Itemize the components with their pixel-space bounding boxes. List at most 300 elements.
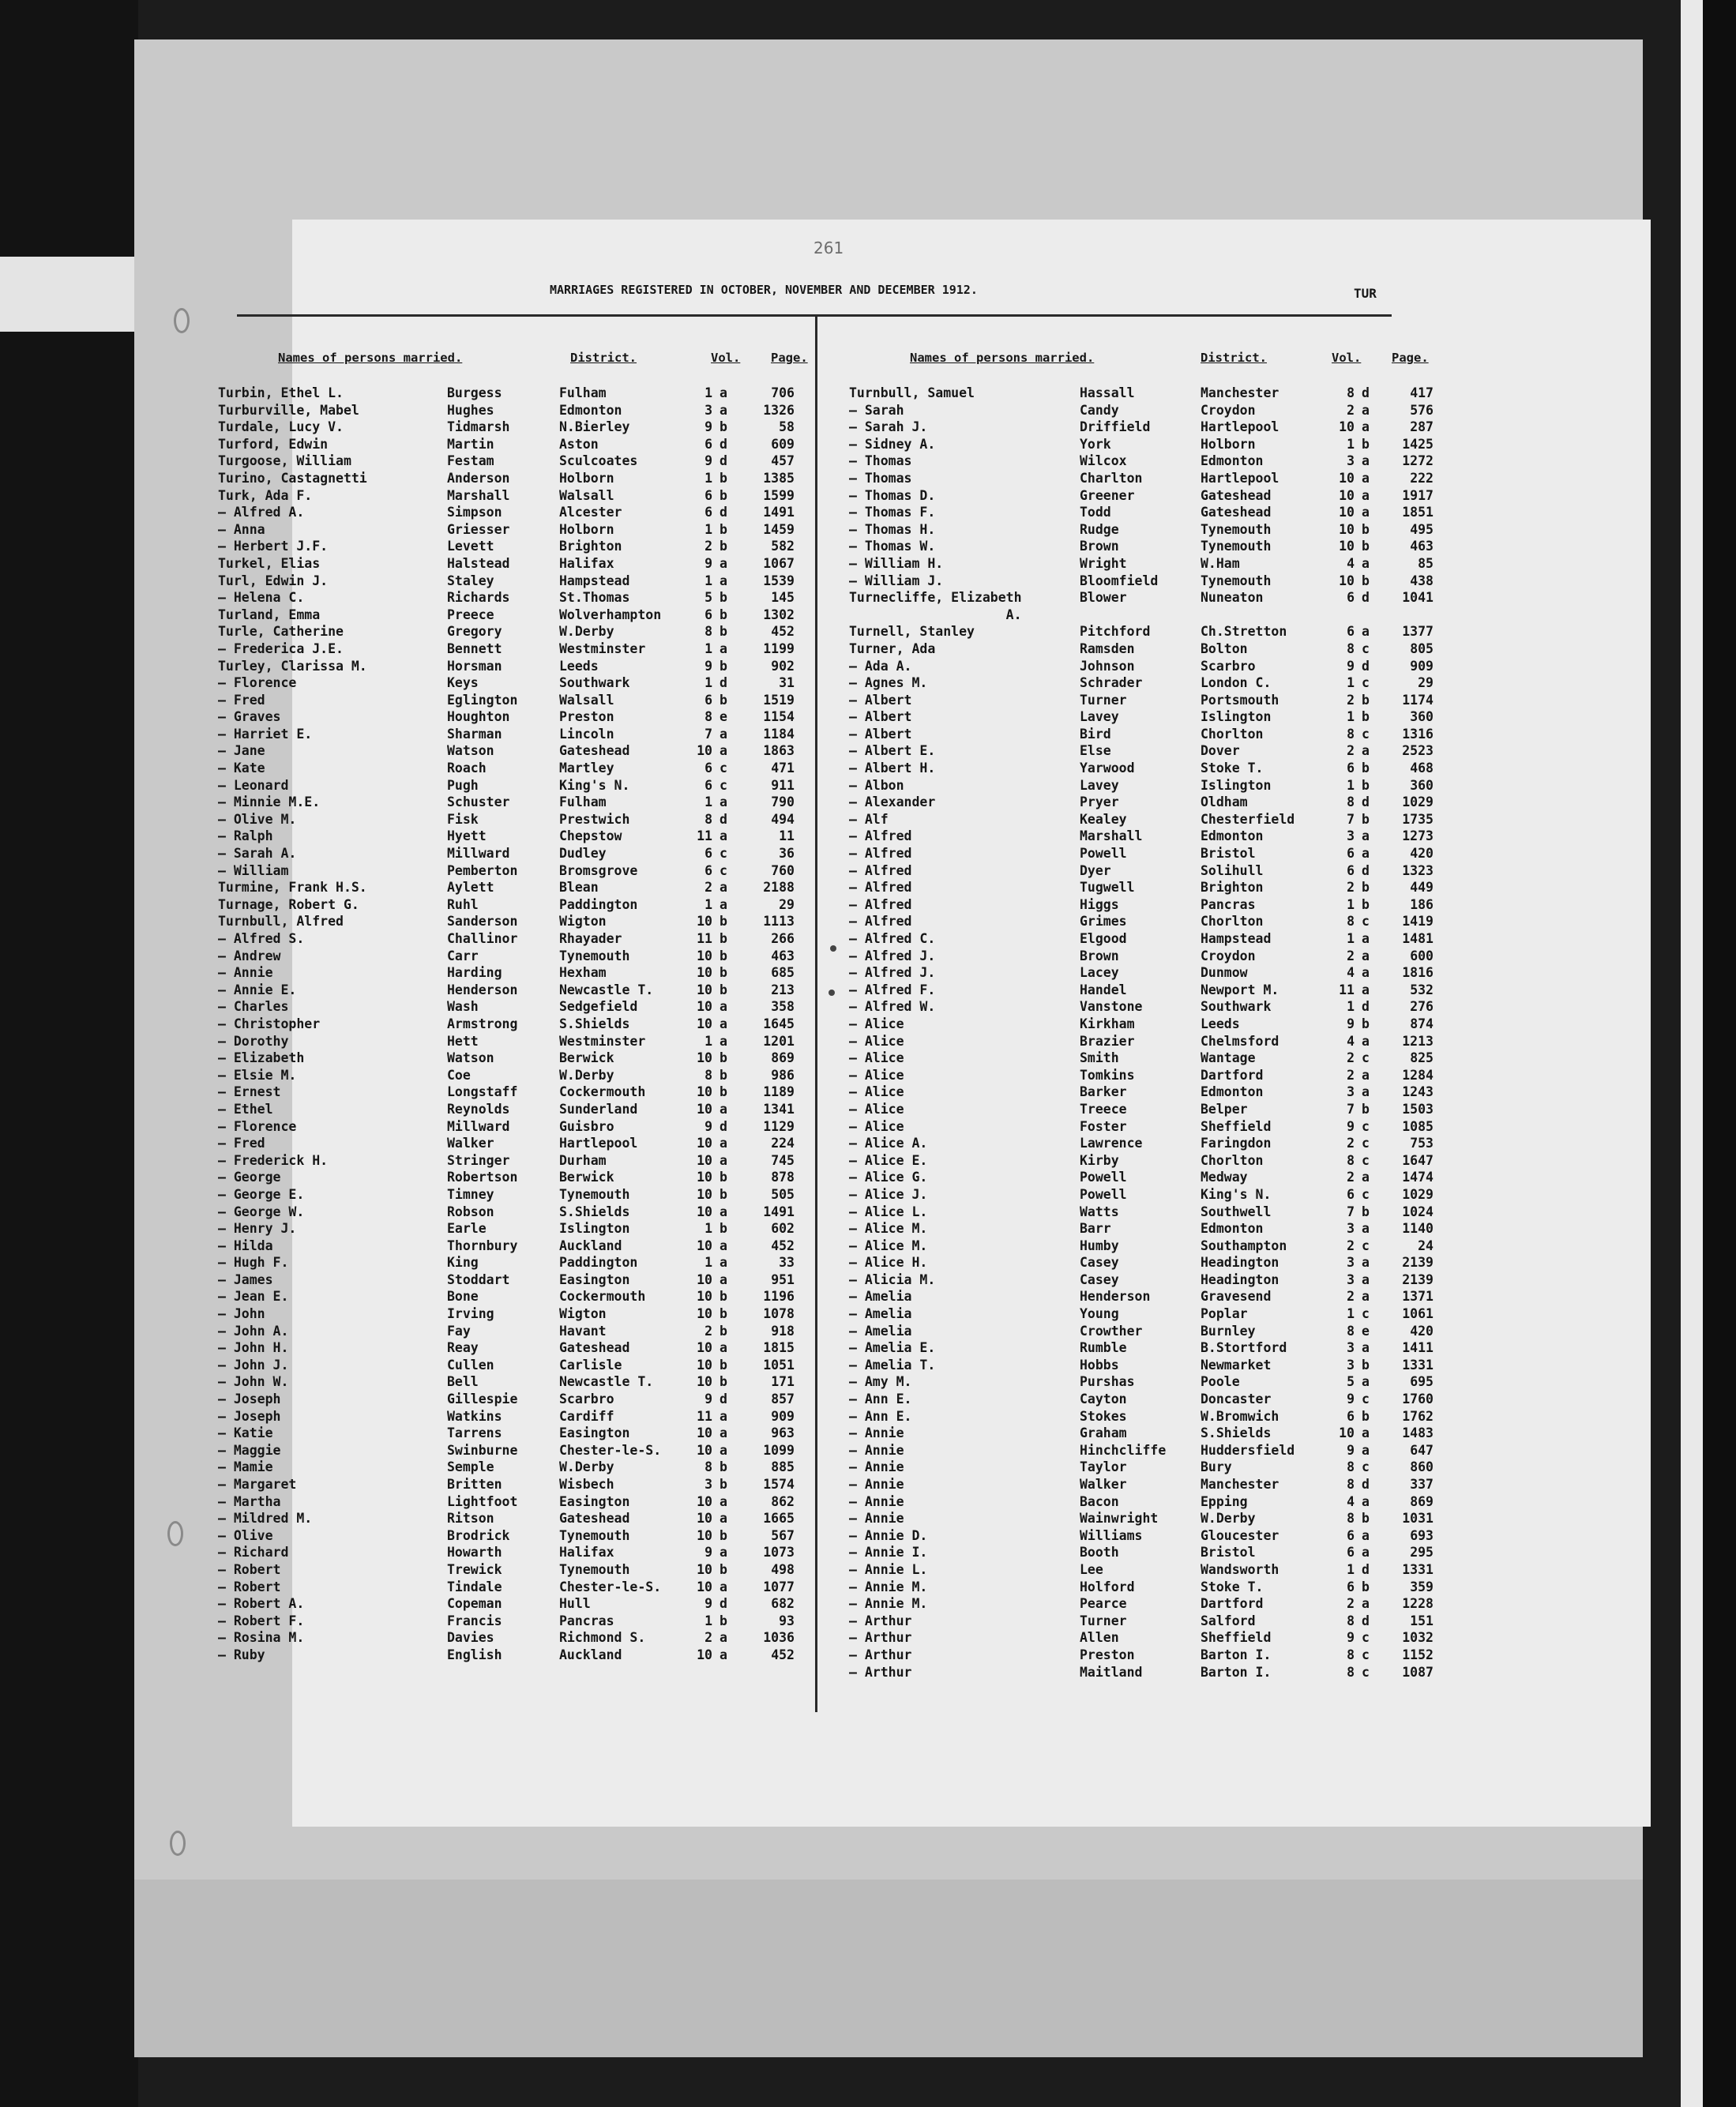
register-entry bbox=[218, 453, 818, 470]
entry-name: — George E. bbox=[218, 1186, 305, 1202]
entry-volume-number: 6 bbox=[705, 436, 712, 452]
entry-volume-number: 6 bbox=[705, 761, 712, 776]
entry-page: 11 bbox=[779, 828, 795, 844]
entry-volume-section: a bbox=[720, 1408, 727, 1424]
register-entry bbox=[218, 521, 818, 539]
register-entry bbox=[218, 1152, 818, 1170]
entry-spouse-surname: Ruhl bbox=[447, 896, 479, 912]
entry-volume-number: 3 bbox=[1347, 453, 1355, 469]
entry-district: Islington bbox=[1201, 709, 1272, 725]
entry-volume-number: 4 bbox=[1347, 1033, 1355, 1049]
entry-volume-section: b bbox=[720, 419, 727, 435]
register-entry bbox=[218, 589, 818, 607]
entry-volume-section: a bbox=[720, 828, 727, 844]
entry-volume-section: b bbox=[1362, 1408, 1370, 1424]
entry-volume-number: 3 bbox=[1347, 1271, 1355, 1287]
entry-volume-number: 2 bbox=[1347, 402, 1355, 418]
entry-district: Tynemouth bbox=[559, 1527, 630, 1543]
entry-volume-section: a bbox=[1362, 1255, 1370, 1271]
entry-district: Holborn bbox=[1201, 436, 1256, 452]
entry-district: Chorlton bbox=[1201, 1152, 1264, 1168]
entry-district: Prestwich bbox=[559, 811, 630, 827]
entry-volume-number: 1 bbox=[1347, 675, 1355, 691]
entry-volume-number: 1 bbox=[1347, 709, 1355, 725]
entry-district: Berwick bbox=[559, 1170, 614, 1185]
entry-page: 452 bbox=[771, 1238, 795, 1253]
entry-name: — Alice H. bbox=[849, 1255, 928, 1271]
entry-district: Edmonton bbox=[1201, 453, 1264, 469]
entry-volume-section: b bbox=[720, 470, 727, 486]
entry-spouse-surname: Turner bbox=[1080, 692, 1127, 708]
entry-spouse-surname: Lightfoot bbox=[447, 1493, 518, 1509]
entry-name: — William H. bbox=[849, 555, 944, 571]
entry-spouse-surname: Copeman bbox=[447, 1596, 502, 1612]
entry-name: — Christopher bbox=[218, 1016, 321, 1031]
entry-page: 31 bbox=[779, 675, 795, 691]
register-entry bbox=[849, 1271, 1465, 1289]
entry-volume-number: 1 bbox=[1347, 777, 1355, 793]
entry-district: Leeds bbox=[1201, 1016, 1240, 1031]
entry-page: 1272 bbox=[1402, 453, 1434, 469]
register-entry bbox=[218, 1084, 818, 1101]
entry-spouse-surname: Wilcox bbox=[1080, 453, 1127, 469]
entry-spouse-surname: Todd bbox=[1080, 505, 1111, 520]
entry-volume-number: 7 bbox=[1347, 811, 1355, 827]
register-entry bbox=[849, 453, 1465, 470]
entry-name: — Ann E. bbox=[849, 1408, 912, 1424]
entry-district: Hampstead bbox=[1201, 931, 1272, 946]
register-entry bbox=[218, 760, 818, 777]
entry-volume-number: 9 bbox=[705, 1545, 712, 1561]
entry-name: — Annie L. bbox=[849, 1561, 928, 1577]
register-entry bbox=[849, 1391, 1465, 1408]
entry-spouse-surname: Ramsden bbox=[1080, 640, 1135, 656]
entry-name: — Alice bbox=[849, 1033, 904, 1049]
entry-name: — John A. bbox=[218, 1323, 289, 1339]
entry-page: 24 bbox=[1418, 1238, 1434, 1253]
entry-volume-section: c bbox=[1362, 1186, 1370, 1202]
entry-name: — Alfred S. bbox=[218, 931, 305, 946]
register-entry bbox=[218, 1135, 818, 1152]
entry-volume-section: a bbox=[1362, 1340, 1370, 1356]
entry-name: — Andrew bbox=[218, 948, 281, 963]
entry-volume-section: b bbox=[720, 1186, 727, 1202]
entry-spouse-surname: Watts bbox=[1080, 1204, 1119, 1219]
entry-volume-section: b bbox=[1362, 521, 1370, 537]
entry-district: Barton I. bbox=[1201, 1664, 1272, 1680]
entry-district: Edmonton bbox=[1201, 1084, 1264, 1100]
entry-volume-number: 11 bbox=[1339, 982, 1355, 997]
entry-volume-number: 1 bbox=[1347, 1306, 1355, 1322]
entry-page: 790 bbox=[771, 794, 795, 810]
entry-name: Turgoose, William bbox=[218, 453, 351, 469]
entry-spouse-surname: Festam bbox=[447, 453, 494, 469]
entry-name: — Annie bbox=[849, 1459, 904, 1475]
entry-name: — Alfred W. bbox=[849, 999, 936, 1015]
ink-mark bbox=[830, 945, 836, 952]
entry-volume-section: d bbox=[720, 436, 727, 452]
register-entry bbox=[218, 1579, 818, 1596]
entry-volume-number: 3 bbox=[1347, 1084, 1355, 1100]
entry-volume-section: b bbox=[1362, 1204, 1370, 1219]
entry-page: 532 bbox=[1410, 982, 1434, 997]
scanner-frame-right-edge bbox=[1703, 0, 1736, 2107]
entry-spouse-surname: Millward bbox=[447, 846, 510, 862]
entry-volume-number: 6 bbox=[705, 846, 712, 862]
entry-district: Havant bbox=[559, 1323, 607, 1339]
entry-name: — Alice M. bbox=[849, 1221, 928, 1237]
entry-volume-section: a bbox=[720, 1579, 727, 1594]
entry-spouse-surname: Maitland bbox=[1080, 1664, 1143, 1680]
register-entry bbox=[849, 640, 1465, 658]
entry-volume-section: d bbox=[1362, 1477, 1370, 1492]
register-entry bbox=[218, 1323, 818, 1340]
entry-district: Poole bbox=[1201, 1374, 1240, 1390]
entry-volume-number: 1 bbox=[705, 1033, 712, 1049]
register-entry bbox=[849, 555, 1465, 573]
entry-name: — Ernest bbox=[218, 1084, 281, 1100]
entry-volume-section: b bbox=[720, 1561, 727, 1577]
entry-spouse-surname: Gregory bbox=[447, 624, 502, 640]
entry-volume-section: b bbox=[1362, 1357, 1370, 1373]
entry-page: 1189 bbox=[763, 1084, 795, 1100]
entry-spouse-surname: Brown bbox=[1080, 539, 1119, 554]
register-entry bbox=[218, 1050, 818, 1067]
entry-name: — Amelia bbox=[849, 1289, 912, 1305]
entry-volume-number: 10 bbox=[697, 1271, 712, 1287]
entry-name: — James bbox=[218, 1271, 273, 1287]
register-entry bbox=[218, 1493, 818, 1511]
entry-page: 1760 bbox=[1402, 1392, 1434, 1407]
entry-spouse-surname: Halstead bbox=[447, 555, 510, 571]
entry-page: 682 bbox=[771, 1596, 795, 1612]
entry-volume-number: 8 bbox=[1347, 640, 1355, 656]
register-entry bbox=[218, 896, 818, 914]
entry-volume-section: b bbox=[720, 521, 727, 537]
entry-district: Islington bbox=[1201, 777, 1272, 793]
register-entry bbox=[218, 1373, 818, 1391]
entry-volume-section: b bbox=[720, 1170, 727, 1185]
entry-name: — Alfred bbox=[849, 880, 912, 896]
entry-page: 1073 bbox=[763, 1545, 795, 1561]
entry-name: Turnage, Robert G. bbox=[218, 896, 359, 912]
entry-volume-section: a bbox=[720, 726, 727, 742]
entry-district: Tynemouth bbox=[559, 948, 630, 963]
entry-volume-number: 8 bbox=[1347, 385, 1355, 400]
entry-volume-section: a bbox=[720, 640, 727, 656]
entry-name: — Alfred bbox=[849, 846, 912, 862]
entry-spouse-surname: Marshall bbox=[1080, 828, 1143, 844]
entry-district: Dunmow bbox=[1201, 965, 1248, 981]
entry-volume-number: 3 bbox=[1347, 1340, 1355, 1356]
entry-page: 1087 bbox=[1402, 1664, 1434, 1680]
entry-district: Bury bbox=[1201, 1459, 1232, 1475]
entry-district: Alcester bbox=[559, 505, 622, 520]
register-entry bbox=[218, 419, 818, 436]
entry-district: Sheffield bbox=[1201, 1630, 1272, 1646]
entry-page: 213 bbox=[771, 982, 795, 997]
entry-district: Hartlepool bbox=[559, 1136, 638, 1151]
entry-district: Barton I. bbox=[1201, 1647, 1272, 1662]
register-entry bbox=[849, 1613, 1465, 1630]
entry-spouse-surname: Pryer bbox=[1080, 794, 1119, 810]
entry-name: — Rosina M. bbox=[218, 1630, 305, 1646]
entry-name: — Annie bbox=[849, 1477, 904, 1492]
entry-spouse-surname: Crowther bbox=[1080, 1323, 1143, 1339]
entry-spouse-surname: Sanderson bbox=[447, 914, 518, 930]
entry-spouse-surname: Preece bbox=[447, 607, 494, 622]
entry-spouse-surname: Lawrence bbox=[1080, 1136, 1143, 1151]
entry-district: Scarbro bbox=[1201, 658, 1256, 674]
entry-name: — Alice A. bbox=[849, 1136, 928, 1151]
entry-volume-number: 6 bbox=[1347, 1527, 1355, 1543]
entry-district: W.Ham bbox=[1201, 555, 1240, 571]
entry-volume-section: b bbox=[720, 1221, 727, 1237]
register-entry bbox=[849, 964, 1465, 982]
entry-page: 358 bbox=[771, 999, 795, 1015]
entry-volume-section: c bbox=[1362, 1118, 1370, 1134]
entry-volume-number: 2 bbox=[705, 1323, 712, 1339]
entry-spouse-surname: Bell bbox=[447, 1374, 479, 1390]
register-entry bbox=[218, 1339, 818, 1357]
entry-volume-section: a bbox=[1362, 555, 1370, 571]
punch-hole-top bbox=[174, 308, 190, 333]
entry-spouse-surname: Johnson bbox=[1080, 658, 1135, 674]
entry-district: Tynemouth bbox=[559, 1186, 630, 1202]
entry-district: Southampton bbox=[1201, 1238, 1287, 1253]
entry-spouse-surname: Sharman bbox=[447, 726, 502, 742]
entry-district: Portsmouth bbox=[1201, 692, 1279, 708]
entry-page: 1341 bbox=[763, 1101, 795, 1117]
entry-volume-number: 9 bbox=[705, 419, 712, 435]
entry-spouse-surname: Young bbox=[1080, 1306, 1119, 1322]
entry-volume-section: b bbox=[720, 590, 727, 606]
entry-volume-number: 2 bbox=[1347, 1067, 1355, 1083]
entry-spouse-surname: Pearce bbox=[1080, 1596, 1127, 1612]
entry-page: 1503 bbox=[1402, 1101, 1434, 1117]
entry-page: 359 bbox=[1410, 1579, 1434, 1594]
entry-volume-number: 2 bbox=[1347, 1136, 1355, 1151]
entry-district: Bristol bbox=[1201, 846, 1256, 862]
entry-page: 498 bbox=[771, 1561, 795, 1577]
entry-volume-section: d bbox=[1362, 1613, 1370, 1628]
register-entry bbox=[849, 1425, 1465, 1442]
entry-volume-number: 10 bbox=[697, 999, 712, 1015]
entry-volume-section: a bbox=[1362, 1596, 1370, 1612]
register-entry bbox=[218, 1067, 818, 1084]
register-entry bbox=[849, 948, 1465, 965]
entry-page: 1029 bbox=[1402, 794, 1434, 810]
entry-volume-number: 10 bbox=[697, 1374, 712, 1390]
entry-page: 862 bbox=[771, 1493, 795, 1509]
register-entry bbox=[849, 777, 1465, 794]
entry-spouse-surname: Williams bbox=[1080, 1527, 1143, 1543]
entry-page: 1316 bbox=[1402, 726, 1434, 742]
register-entry bbox=[218, 640, 818, 658]
entry-name: — Harriet E. bbox=[218, 726, 313, 742]
entry-volume-section: a bbox=[720, 880, 727, 896]
entry-volume-number: 8 bbox=[1347, 1511, 1355, 1527]
entry-district: Epping bbox=[1201, 1493, 1248, 1509]
register-entry bbox=[218, 436, 818, 453]
entry-name: — Anna bbox=[218, 521, 265, 537]
entry-page: 1491 bbox=[763, 505, 795, 520]
register-entry bbox=[849, 1323, 1465, 1340]
entry-volume-number: 7 bbox=[705, 726, 712, 742]
entry-district: Chorlton bbox=[1201, 726, 1264, 742]
header-names-left: Names of persons married. bbox=[278, 351, 463, 365]
entry-district: King's N. bbox=[559, 777, 630, 793]
entry-district: Medway bbox=[1201, 1170, 1248, 1185]
entry-spouse-surname: Pugh bbox=[447, 777, 479, 793]
entry-spouse-surname: Francis bbox=[447, 1613, 502, 1628]
entry-volume-section: c bbox=[1362, 640, 1370, 656]
entry-spouse-surname: Hobbs bbox=[1080, 1357, 1119, 1373]
entry-district: Cockermouth bbox=[559, 1289, 646, 1305]
entry-name: — Hugh F. bbox=[218, 1255, 289, 1271]
entry-volume-number: 1 bbox=[705, 675, 712, 691]
register-entry bbox=[849, 1647, 1465, 1664]
entry-spouse-surname: Timney bbox=[447, 1186, 494, 1202]
entry-page: 1917 bbox=[1402, 487, 1434, 503]
entry-district: Rhayader bbox=[559, 931, 622, 946]
register-entry bbox=[849, 1527, 1465, 1545]
entry-volume-number: 9 bbox=[705, 1118, 712, 1134]
entry-volume-section: a bbox=[720, 1152, 727, 1168]
entry-name: — Thomas bbox=[849, 470, 912, 486]
entry-volume-number: 10 bbox=[697, 1442, 712, 1458]
entry-name: Turford, Edwin bbox=[218, 436, 329, 452]
entry-volume-section: a bbox=[1362, 1425, 1370, 1441]
entry-volume-number: 6 bbox=[705, 607, 712, 622]
entry-page: 609 bbox=[771, 436, 795, 452]
register-entry bbox=[849, 1204, 1465, 1221]
entry-page: 918 bbox=[771, 1323, 795, 1339]
entry-district: Manchester bbox=[1201, 1477, 1279, 1492]
entry-volume-section: a bbox=[1362, 1221, 1370, 1237]
entry-volume-section: b bbox=[1362, 436, 1370, 452]
entry-district: W.Derby bbox=[559, 1459, 614, 1475]
entry-district: Tynemouth bbox=[559, 1561, 630, 1577]
entry-spouse-surname: Thornbury bbox=[447, 1238, 518, 1253]
entry-name: — Annie bbox=[849, 1425, 904, 1441]
entry-name: — Thomas W. bbox=[849, 539, 936, 554]
entry-district: Bromsgrove bbox=[559, 862, 638, 878]
entry-volume-section: a bbox=[720, 1204, 727, 1219]
entry-volume-section: b bbox=[720, 1306, 727, 1322]
entry-volume-number: 10 bbox=[697, 1170, 712, 1185]
register-entry bbox=[218, 1288, 818, 1305]
entry-volume-number: 2 bbox=[1347, 1596, 1355, 1612]
entry-name: — Annie bbox=[849, 1493, 904, 1509]
entry-spouse-surname: Barr bbox=[1080, 1221, 1111, 1237]
entry-page: 1483 bbox=[1402, 1425, 1434, 1441]
entry-name: Turnecliffe, Elizabeth bbox=[849, 590, 1022, 606]
entry-volume-number: 4 bbox=[1347, 1493, 1355, 1509]
entry-name: — Alfred A. bbox=[218, 505, 305, 520]
entry-spouse-surname: Brodrick bbox=[447, 1527, 510, 1543]
entry-district: Sculcoates bbox=[559, 453, 638, 469]
entry-volume-number: 2 bbox=[1347, 1050, 1355, 1066]
entry-page: 2523 bbox=[1402, 743, 1434, 759]
entry-volume-section: b bbox=[720, 1357, 727, 1373]
entry-page: 1140 bbox=[1402, 1221, 1434, 1237]
register-entry bbox=[849, 794, 1465, 811]
entry-name: — Dorothy bbox=[218, 1033, 289, 1049]
entry-name: — Frederica J.E. bbox=[218, 640, 344, 656]
entry-district: S.Shields bbox=[559, 1204, 630, 1219]
header-page-left: Page. bbox=[771, 351, 808, 365]
entry-spouse-surname: Trewick bbox=[447, 1561, 502, 1577]
header-page-right: Page. bbox=[1392, 351, 1429, 365]
entry-page: 1201 bbox=[763, 1033, 795, 1049]
entry-name: — Annie bbox=[849, 1511, 904, 1527]
entry-volume-number: 9 bbox=[1347, 658, 1355, 674]
entry-spouse-surname: Preston bbox=[1080, 1647, 1135, 1662]
entry-district: Edmonton bbox=[1201, 828, 1264, 844]
entry-volume-number: 9 bbox=[1347, 1630, 1355, 1646]
entry-volume-section: b bbox=[720, 914, 727, 930]
entry-district: Wolverhampton bbox=[559, 607, 662, 622]
entry-spouse-surname: Lacey bbox=[1080, 965, 1119, 981]
register-entry bbox=[849, 1629, 1465, 1647]
entry-name: — Leonard bbox=[218, 777, 289, 793]
entry-name: — Mildred M. bbox=[218, 1511, 313, 1527]
entry-name: — Sarah bbox=[849, 402, 904, 418]
entry-district: Hexham bbox=[559, 965, 607, 981]
entry-spouse-surname: Fisk bbox=[447, 811, 479, 827]
entry-volume-number: 1 bbox=[1347, 436, 1355, 452]
entry-volume-number: 6 bbox=[1347, 1408, 1355, 1424]
entry-name: — Sidney A. bbox=[849, 436, 936, 452]
register-entry bbox=[849, 726, 1465, 743]
backing-page-band bbox=[134, 1880, 1643, 2057]
entry-page: 1377 bbox=[1402, 624, 1434, 640]
register-entry bbox=[218, 1510, 818, 1527]
entry-volume-section: c bbox=[720, 777, 727, 793]
entry-page: 1385 bbox=[763, 470, 795, 486]
entry-page: 449 bbox=[1410, 880, 1434, 896]
entry-page: 420 bbox=[1410, 846, 1434, 862]
entry-volume-section: b bbox=[1362, 539, 1370, 554]
entry-page: 1213 bbox=[1402, 1033, 1434, 1049]
entry-page: 1459 bbox=[763, 521, 795, 537]
register-entry bbox=[218, 1629, 818, 1647]
entry-spouse-surname: Wash bbox=[447, 999, 479, 1015]
entry-name: — Alice E. bbox=[849, 1152, 928, 1168]
entry-volume-section: b bbox=[720, 1050, 727, 1066]
entry-volume-number: 6 bbox=[1347, 590, 1355, 606]
entry-spouse-surname: Pemberton bbox=[447, 862, 518, 878]
entry-volume-number: 8 bbox=[705, 1067, 712, 1083]
entry-volume-number: 2 bbox=[1347, 1238, 1355, 1253]
entry-page: 1036 bbox=[763, 1630, 795, 1646]
entry-page: 295 bbox=[1410, 1545, 1434, 1561]
entry-page: 1273 bbox=[1402, 828, 1434, 844]
register-entry bbox=[849, 521, 1465, 539]
entry-volume-section: a bbox=[720, 1136, 727, 1151]
register-entry bbox=[218, 1408, 818, 1425]
entry-volume-section: c bbox=[1362, 1630, 1370, 1646]
entry-page: 1228 bbox=[1402, 1596, 1434, 1612]
entry-spouse-surname: King bbox=[447, 1255, 479, 1271]
register-entry bbox=[218, 862, 818, 880]
entry-district: Edmonton bbox=[1201, 1221, 1264, 1237]
entry-name: — Helena C. bbox=[218, 590, 305, 606]
entry-district: Hampstead bbox=[559, 573, 630, 588]
scanner-frame-tab bbox=[0, 257, 142, 332]
entry-district: Richmond S. bbox=[559, 1630, 646, 1646]
